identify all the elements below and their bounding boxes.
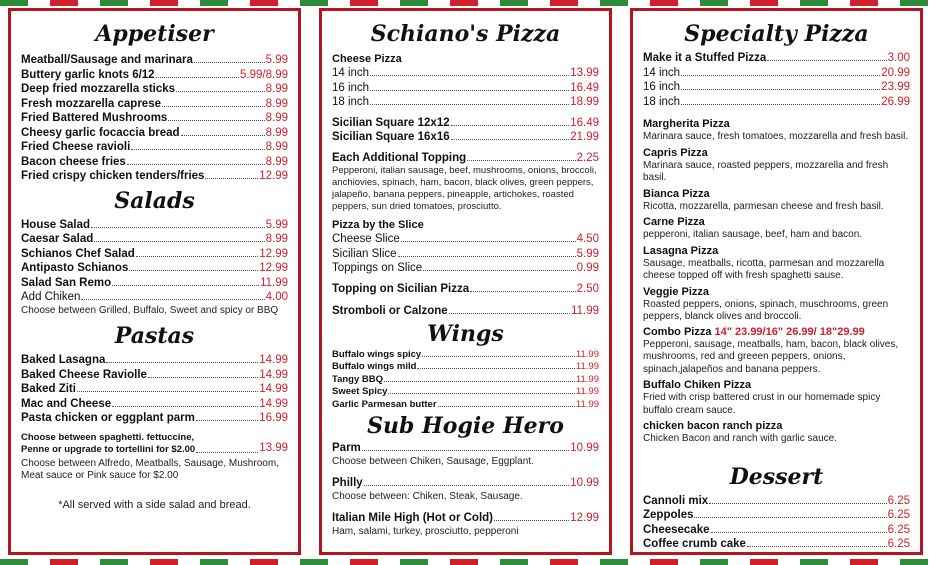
dot-leader	[747, 546, 887, 547]
menu-item-name: Sweet Spicy	[332, 386, 388, 397]
menu-item-price: 26.99	[881, 95, 910, 108]
section-title-specialty: Specialty Pizza	[684, 21, 869, 47]
menu-item-name: Cheese Slice	[332, 233, 400, 245]
menu-item-price: 11.99	[575, 398, 599, 410]
dot-leader	[401, 241, 576, 242]
section-title-wings: Wings	[427, 320, 504, 347]
pizza-name: chicken bacon ranch pizza	[643, 420, 783, 432]
menu-item-name: Buffalo wings spicy	[332, 348, 422, 360]
specialty-pizza-list-2	[643, 379, 910, 446]
menu-item-price: 11.99	[260, 276, 288, 289]
pizza-desc: Sausage, meatballs, ricotta, parmesan and mozzarella cheese topped off with fresh spaghetti sause.	[643, 257, 885, 281]
dot-leader	[196, 420, 258, 421]
menu-item-price: 5.99	[576, 247, 599, 260]
panel-specialty-dessert	[630, 8, 923, 555]
pizza-entry	[643, 147, 910, 185]
pizza-desc: Marinara sauce, fresh tomatoes, mozzarella and fresh basil.	[643, 131, 909, 142]
menu-item-row	[21, 247, 288, 262]
stuffed-name: Make it a Stuffed Pizza	[643, 52, 767, 64]
dessert-list	[643, 494, 910, 552]
menu-item-name: 16 inch	[643, 81, 681, 93]
menu-item-name: Tangy BBQ	[332, 373, 384, 385]
menu-item-price: 6.25	[887, 509, 910, 521]
combo-desc: Pepperoni, sausage, meatballs, ham, bacon, black olives, mushrooms, red and greeen peppers, onions, spinach,jalapeños and banana peppers.	[643, 338, 899, 375]
menu-item-price: 4.00	[265, 291, 288, 303]
flag-stripe-top	[0, 0, 933, 6]
menu-item-row	[332, 304, 599, 319]
menu-item-row	[21, 82, 288, 97]
menu-item-price: 13.99	[570, 67, 599, 79]
menu-item-name: Antipasto Schianos	[21, 262, 129, 274]
menu-item-price: 16.49	[570, 116, 599, 129]
menu-item-price: 18.99	[570, 96, 599, 108]
pizza-entry	[643, 286, 910, 324]
menu-item-row	[332, 511, 599, 526]
pastas-note: Choose between Alfredo, Meatballs, Sausage, Mushroom, Meat sauce or Pink sauce for $2.00	[21, 457, 279, 481]
pizza-name: Buffalo Chiken Pizza	[643, 379, 752, 391]
menu-item-row	[21, 53, 288, 68]
pizza-entry	[643, 118, 910, 144]
menu-item-row	[21, 232, 288, 247]
menu-item-price: 12.99	[259, 247, 288, 260]
menu-item-name: Cheesecake	[643, 523, 710, 536]
pasta-choose-row	[21, 432, 288, 456]
menu-item-row	[21, 276, 288, 291]
menu-item-name: Mac and Cheese	[21, 397, 112, 410]
menu-item-name: Salad San Remo	[21, 276, 112, 289]
dot-leader	[398, 256, 576, 257]
dot-leader	[106, 362, 258, 363]
dot-leader	[162, 106, 265, 107]
menu-item-name: 18 inch	[332, 96, 370, 108]
menu-item-price: 0.99	[576, 262, 599, 274]
dot-leader	[449, 313, 570, 314]
menu-item-price: 16.49	[570, 81, 599, 94]
dot-leader	[205, 178, 258, 179]
menu-item-price: 2.50	[576, 282, 599, 295]
menu-item-price: 23.99	[881, 81, 910, 93]
pizza-entry	[643, 245, 910, 283]
menu-item-row	[643, 95, 910, 110]
dot-leader	[94, 241, 264, 242]
menu-item-price: 12.99	[259, 262, 288, 274]
menu-item-note: Ham, salami, turkey, prosciutto, pepperoni	[332, 525, 519, 537]
dot-leader	[681, 75, 880, 76]
dot-leader	[681, 104, 880, 105]
menu-item-price: 10.99	[570, 477, 599, 489]
menu-item-name: Coffee crumb cake	[643, 538, 746, 550]
menu-item-row	[332, 66, 599, 81]
menu-item-row	[332, 81, 599, 96]
menu-item-price: 6.25	[887, 538, 910, 550]
menu-item-price: 12.99	[570, 512, 599, 524]
menu-item-price: 8.99	[265, 233, 288, 245]
menu-item-name: Meatball/Sausage and marinara	[21, 54, 193, 66]
menu-item-name: Cheesy garlic focaccia bread	[21, 126, 180, 139]
menu-item-row	[21, 111, 288, 126]
cheese-size-list	[332, 66, 599, 110]
menu-item-name: Fresh mozzarella caprese	[21, 97, 161, 110]
menu-item-row	[643, 508, 910, 523]
menu-item-row	[332, 95, 599, 110]
menu-item-row	[21, 140, 288, 155]
section-title-pastas: Pastas	[114, 323, 195, 349]
dot-leader	[388, 393, 574, 394]
menu-item-name: Italian Mile High (Hot or Cold)	[332, 512, 493, 524]
menu-item-name: Fried Battered Mushrooms	[21, 112, 168, 124]
menu-item-price: 11.99	[575, 373, 599, 385]
dot-leader	[156, 77, 239, 78]
dot-leader	[112, 406, 258, 407]
menu-item-row	[332, 116, 599, 131]
menu-item-price: 6.25	[887, 523, 910, 536]
menu-item-row	[643, 80, 910, 95]
dot-leader	[129, 270, 258, 271]
dot-leader	[384, 381, 575, 382]
topping-price: 2.25	[576, 151, 599, 164]
menu-item-row	[332, 349, 599, 362]
pizza-desc: Marinara sauce, roasted peppers, mozzarella and fresh basil.	[643, 159, 889, 183]
menu-item-row	[21, 290, 288, 305]
menu-item-price: 6.25	[887, 494, 910, 507]
specialty-size-list	[643, 66, 910, 110]
pizza-desc: pepperoni, italian sausage, beef, ham and bacon.	[643, 229, 863, 240]
menu-item-row	[332, 476, 599, 491]
dot-leader	[711, 532, 887, 533]
menu-item-name: 14 inch	[332, 67, 370, 79]
sicilian-square-list	[332, 116, 599, 145]
menu-item-row	[21, 353, 288, 368]
menu-item-name: Sicilian Square 16x16	[332, 131, 450, 143]
menu-item-row	[21, 169, 288, 184]
menu-item-name: Parm	[332, 442, 361, 454]
menu-item-row	[332, 232, 599, 247]
pizza-entry	[643, 420, 910, 446]
menu-item-price: 8.99	[265, 126, 288, 139]
menu-item-price: 8.99	[265, 97, 288, 110]
menu-item-row	[643, 523, 910, 538]
menu-item-row	[21, 368, 288, 383]
combo-pizza	[643, 326, 910, 377]
menu-item-name: Deep fried mozzarella sticks	[21, 83, 176, 95]
salads-list	[21, 218, 288, 305]
dot-leader	[127, 164, 265, 165]
menu-item-price: 14.99	[259, 368, 288, 381]
dot-leader	[494, 520, 569, 521]
menu-item-row	[332, 282, 599, 297]
menu-item-row	[21, 382, 288, 397]
menu-item-name: Caesar Salad	[21, 233, 94, 245]
slice-header: Pizza by the Slice	[332, 219, 424, 231]
dot-leader	[422, 356, 575, 357]
topping-row	[332, 151, 599, 166]
pizza-name: Carne Pizza	[643, 216, 705, 228]
pizza-entry	[643, 188, 910, 214]
specialty-pizza-list	[643, 118, 910, 324]
dot-leader	[370, 104, 569, 105]
menu-item-price: 14.99	[259, 397, 288, 410]
dot-leader	[417, 368, 574, 369]
menu-item-name: Fried crispy chicken tenders/fries	[21, 170, 205, 182]
menu-item-price: 5.99/8.99	[240, 68, 288, 81]
dot-leader	[709, 503, 886, 504]
menu-item-name: Stromboli or Calzone	[332, 305, 448, 317]
dot-leader	[194, 62, 265, 63]
combo-name: Combo Pizza	[643, 325, 712, 338]
menu-item-name: Topping on Sicilian Pizza	[332, 282, 470, 295]
menu-item-name: Buttery garlic knots 6/12	[21, 68, 155, 81]
menu-item-row	[21, 155, 288, 170]
dot-leader	[112, 285, 259, 286]
pizza-name: Veggie Pizza	[643, 285, 710, 298]
menu-item-name: Baked Cheese Raviolle	[21, 368, 147, 381]
pasta-choose-line2: Penne or upgrade to tortellini for $2.00	[21, 443, 196, 455]
menu-item-row	[332, 247, 599, 262]
dot-leader	[681, 89, 880, 90]
menu-item-row	[21, 261, 288, 276]
menu-item-price: 14.99	[259, 354, 288, 366]
pastas-list	[21, 353, 288, 426]
dot-leader	[370, 90, 569, 91]
menu-item-row	[643, 494, 910, 509]
dot-leader	[91, 227, 265, 228]
menu-item-name: House Salad	[21, 218, 91, 231]
menu-item-name: Cannoli mix	[643, 494, 709, 507]
menu-item-name: 18 inch	[643, 95, 681, 108]
menu-item-name: Baked Lasagna	[21, 354, 106, 366]
pizza-entry	[643, 216, 910, 242]
menu-item-price: 8.99	[265, 112, 288, 124]
stuffed-row	[643, 51, 910, 66]
menu-item-price: 11.99	[575, 348, 599, 360]
menu-item-price: 5.99	[265, 54, 288, 66]
dot-leader	[451, 125, 570, 126]
dot-leader	[136, 256, 258, 257]
menu-item-name: Zeppoles	[643, 509, 694, 521]
menu-item-row	[332, 374, 599, 387]
dot-leader	[364, 485, 570, 486]
menu-item-row	[643, 537, 910, 552]
pizza-desc: Ricotta, mozzarella, parmesan cheese and fresh basil.	[643, 200, 884, 212]
pizza-name: Capris Pizza	[643, 146, 708, 159]
menu-item-price: 20.99	[881, 66, 910, 79]
menu-item-price: 11.99	[571, 305, 599, 317]
pizza-entry	[643, 379, 910, 417]
pizza-desc: Fried with crisp battered crust in our homemade spicy buffalo cream sauce.	[643, 392, 881, 416]
menu-item-price: 16.99	[259, 412, 288, 424]
menu-item-row	[21, 126, 288, 141]
menu-item-note: Choose between: Chiken, Steak, Sausage.	[332, 490, 523, 502]
menu-item-row	[332, 261, 599, 276]
menu-item-row	[21, 68, 288, 83]
menu-item-name: Garlic Parmesan butter	[332, 398, 437, 410]
combo-prices: 14" 23.99/16" 26.99/ 18"29.99	[714, 325, 865, 338]
menu-item-name: Add Chiken	[21, 291, 81, 303]
menu-item-row	[21, 218, 288, 233]
menu-item-price: 8.99	[265, 83, 288, 95]
dot-leader	[168, 120, 264, 121]
dot-leader	[370, 75, 569, 76]
menu-item-name: Baked Ziti	[21, 383, 76, 395]
menu-item-name: Fried Cheese ravioli	[21, 141, 131, 153]
slice-list	[332, 232, 599, 276]
pizza-name: Margherita Pizza	[643, 118, 730, 130]
flag-stripe-bottom	[0, 559, 933, 565]
dot-leader	[362, 450, 569, 451]
wings-list	[332, 349, 599, 412]
menu-item-row	[21, 397, 288, 412]
menu-item-note: Choose between Chiken, Sausage, Eggplant.	[332, 455, 534, 467]
menu-item-name: Buffalo wings mild	[332, 361, 417, 372]
hogie-list	[332, 441, 599, 538]
dot-leader	[470, 291, 575, 292]
salads-note: Choose between Grilled, Buffalo, Sweet and spicy or BBQ	[21, 304, 279, 316]
dot-leader	[423, 270, 575, 271]
section-title-pizza: Schiano's Pizza	[370, 21, 561, 47]
panel-pizza-wings-hogie	[319, 8, 612, 555]
dot-leader	[451, 139, 570, 140]
menu-item-name: Pasta chicken or eggplant parm	[21, 412, 195, 424]
menu-item-row	[332, 441, 599, 456]
menu-item-price: 8.99	[265, 155, 288, 168]
menu-item-row	[332, 130, 599, 145]
menu-item-name: Sicilian Slice	[332, 247, 397, 260]
menu-item-name: Philly	[332, 477, 363, 489]
pasta-choose-line1: Choose between spaghetti. fettuccine,	[21, 431, 195, 443]
dot-leader	[176, 91, 265, 92]
section-title-hogie: Sub Hogie Hero	[367, 413, 564, 439]
panel-appetiser-salads-pastas	[8, 8, 301, 555]
dot-leader	[438, 406, 575, 407]
menu-item-price: 4.50	[576, 233, 599, 245]
cheese-pizza-header: Cheese Pizza	[332, 53, 402, 65]
menu-item-price: 8.99	[265, 141, 288, 153]
menu-item-price: 21.99	[570, 131, 599, 143]
pizza-desc: Roasted peppers, onions, spinach, muschrooms, green peppers, blanck olives and broccoli.	[643, 298, 889, 322]
dot-leader	[148, 377, 258, 378]
pizza-desc: Chicken Bacon and ranch with garlic sauce.	[643, 433, 837, 444]
pastas-footer: *All served with a side salad and bread.	[58, 498, 251, 511]
dot-leader	[694, 517, 886, 518]
dot-leader	[81, 299, 264, 300]
menu-item-row	[643, 66, 910, 81]
menu-item-row	[332, 399, 599, 412]
menu-item-price: 5.99	[265, 218, 288, 231]
stuffed-price: 3.00	[887, 52, 910, 64]
dot-leader	[77, 391, 258, 392]
section-title-salads: Salads	[114, 187, 195, 214]
menu-item-name: Bacon cheese fries	[21, 155, 126, 168]
dot-leader	[131, 149, 264, 150]
topping-name: Each Additional Topping	[332, 151, 467, 164]
menu-item-row	[332, 386, 599, 399]
section-title-dessert: Dessert	[729, 463, 824, 490]
pizza-name: Bianca Pizza	[643, 187, 710, 200]
menu-item-row	[21, 97, 288, 112]
menu-item-price: 12.99	[259, 170, 288, 182]
menu-item-price: 10.99	[570, 442, 599, 454]
dot-leader	[181, 135, 265, 136]
section-title-appetiser: Appetiser	[95, 21, 214, 47]
pizza-name: Lasagna Pizza	[643, 244, 719, 257]
menu-item-name: 14 inch	[643, 66, 681, 79]
menu-item-row	[21, 411, 288, 426]
menu-item-name: Schianos Chef Salad	[21, 247, 135, 260]
pizza-extras-list	[332, 282, 599, 319]
menu-item-row	[332, 361, 599, 374]
appetiser-list	[21, 53, 288, 184]
menu-item-price: 11.99	[575, 361, 599, 372]
menu-item-price: 11.99	[575, 386, 599, 397]
menu-item-price: 14.99	[259, 383, 288, 395]
menu-item-name: Toppings on Slice	[332, 262, 423, 274]
pasta-choose-price: 13.99	[259, 442, 288, 454]
menu-item-name: 16 inch	[332, 81, 370, 94]
topping-note: Pepperoni, italian sausage, beef, mushrooms, onions, broccoli, anchiovies, spinach, ham, bacon, black olives, green peppers, jalapeño, banana peppers, pineapple, artichokes, roasted peppers, sun dried tomatoes, prosciutto.	[332, 165, 597, 212]
menu-item-name: Sicilian Square 12x12	[332, 116, 450, 129]
